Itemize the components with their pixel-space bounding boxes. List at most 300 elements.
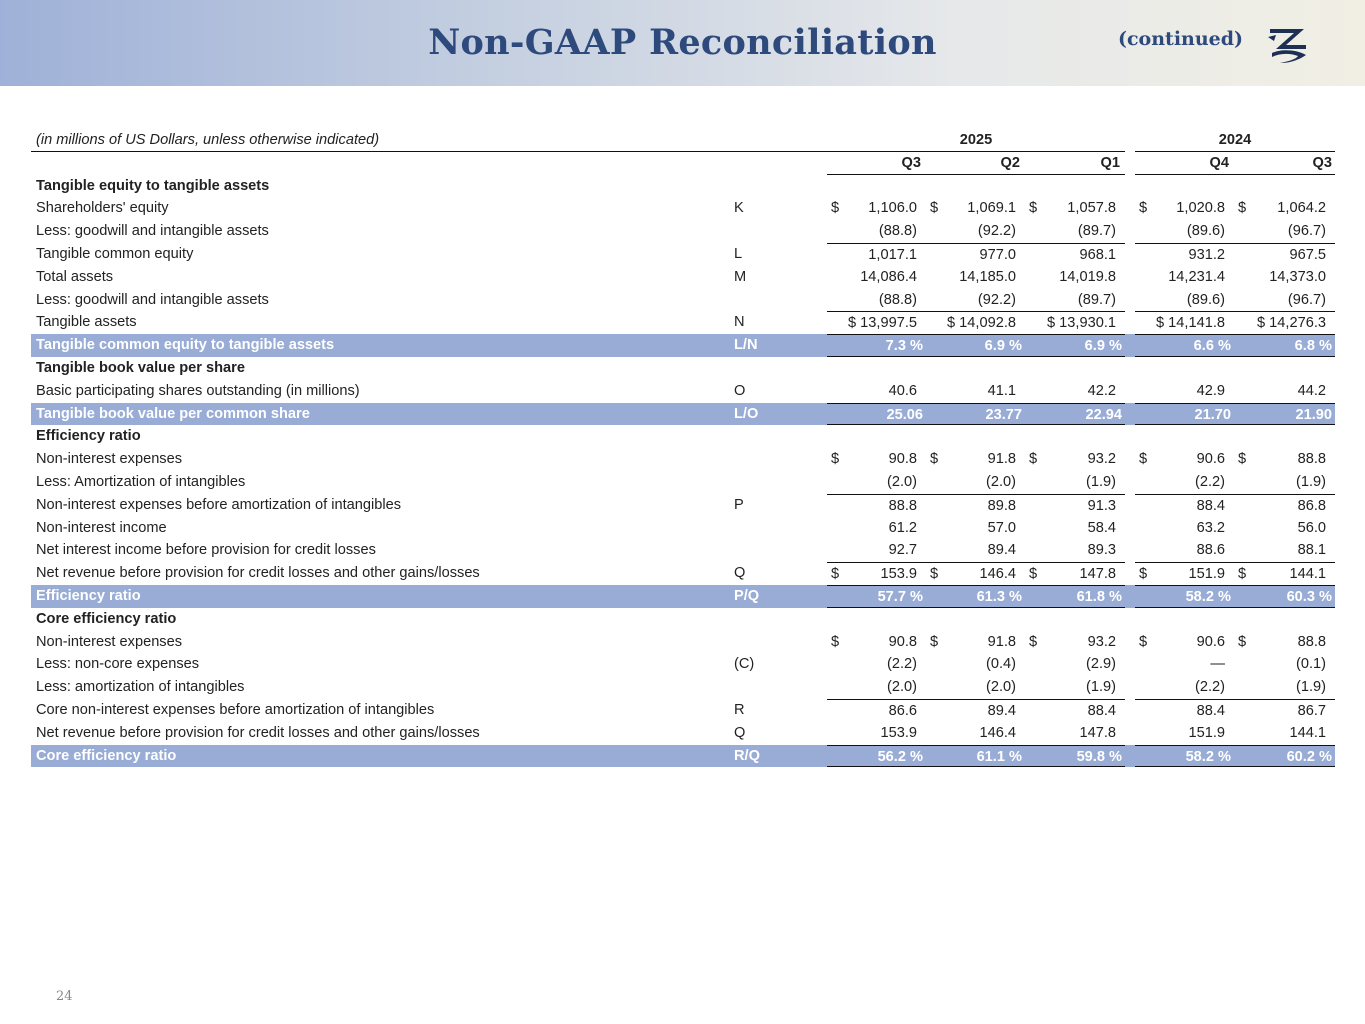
row-label: Less: goodwill and intangible assets — [36, 291, 269, 308]
cell-value: 61.2 — [888, 519, 917, 536]
cell-value: 90.8 — [888, 451, 917, 468]
cell-value: 56.0 — [1297, 519, 1326, 536]
cell-value: 92.7 — [888, 542, 917, 559]
cell-value: (2.0) — [886, 473, 917, 490]
cell-value: 58.2 % — [1185, 748, 1231, 765]
cell-value: 91.3 — [1087, 497, 1116, 514]
table-cell — [1135, 471, 1234, 494]
row-label: Total assets — [36, 268, 114, 285]
table-cell — [1025, 653, 1125, 676]
table-header-years — [31, 129, 1335, 152]
table-cell — [926, 585, 1025, 608]
row-label: Net revenue before provision for credit losses and other gains/losses — [36, 565, 480, 582]
table-cell — [1234, 494, 1335, 517]
cell-value: 88.1 — [1297, 542, 1326, 559]
table-cell — [926, 471, 1025, 494]
table-cell — [1025, 722, 1125, 745]
cell-value: 89.8 — [987, 497, 1016, 514]
cell-value: (1.9) — [1295, 473, 1326, 490]
table-cell — [1135, 220, 1234, 243]
table-cell — [1135, 653, 1234, 676]
table-cell — [1135, 494, 1234, 517]
table-row — [31, 380, 1335, 403]
table-row — [31, 494, 1335, 517]
table-cell — [926, 220, 1025, 243]
cell-value: 90.6 — [1196, 451, 1225, 468]
cell-value: 88.8 — [1297, 451, 1326, 468]
cell-value: 14,231.4 — [1168, 268, 1225, 285]
cell-value: 93.2 — [1087, 633, 1116, 650]
table-cell — [827, 380, 926, 403]
cell-value: $ 14,092.8 — [947, 315, 1016, 332]
cell-value: 42.9 — [1196, 382, 1225, 399]
cell-value: 153.9 — [880, 724, 917, 741]
cell-value: 22.94 — [1085, 406, 1122, 423]
dollar-sign: $ — [1029, 633, 1038, 650]
cell-value: 86.7 — [1297, 702, 1326, 719]
row-label: Non-interest expenses before amortization of intangibles — [36, 496, 402, 513]
table-cell — [827, 471, 926, 494]
quarter-header: Q1 — [1100, 154, 1120, 171]
cell-value: 25.06 — [886, 406, 923, 423]
table-cell — [1234, 539, 1335, 562]
year-header-2024: 2024 — [1218, 132, 1252, 148]
cell-value: 147.8 — [1079, 566, 1116, 583]
cell-value: (0.1) — [1295, 656, 1326, 673]
table-cell — [926, 676, 1025, 699]
table-cell — [926, 311, 1025, 334]
table-cell — [1025, 220, 1125, 243]
table-row — [31, 425, 1335, 448]
cell-value: 60.2 % — [1286, 748, 1332, 765]
cell-value: 147.8 — [1079, 724, 1116, 741]
dollar-sign: $ — [930, 633, 939, 650]
row-label: Net revenue before provision for credit losses and other gains/losses — [36, 724, 480, 741]
table-cell — [827, 699, 926, 722]
table-cell — [1234, 745, 1335, 768]
table-cell — [926, 289, 1025, 312]
table-cell — [926, 494, 1025, 517]
row-reference: L/O — [734, 405, 759, 422]
table-cell — [1025, 311, 1125, 334]
table-row — [31, 220, 1335, 243]
table-row — [31, 403, 1335, 426]
table-cell — [1234, 380, 1335, 403]
cell-value: 86.8 — [1297, 497, 1326, 514]
quarter-header: Q4 — [1209, 154, 1229, 171]
quarter-header: Q3 — [901, 154, 921, 171]
table-cell — [827, 448, 926, 471]
cell-value: 86.6 — [888, 702, 917, 719]
cell-value: 88.8 — [1297, 633, 1326, 650]
cell-value: 91.8 — [987, 633, 1016, 650]
table-cell — [827, 494, 926, 517]
row-reference: O — [734, 382, 746, 399]
table-cell — [1135, 745, 1234, 768]
cell-value: 40.6 — [888, 382, 917, 399]
cell-value: 63.2 — [1196, 519, 1225, 536]
table-cell — [1135, 585, 1234, 608]
cell-value: 90.8 — [888, 633, 917, 650]
table-cell — [827, 197, 926, 220]
table-cell — [1025, 494, 1125, 517]
cell-value: (92.2) — [977, 223, 1016, 240]
cell-value: 14,185.0 — [959, 268, 1016, 285]
cell-value: (0.4) — [985, 656, 1016, 673]
dollar-sign: $ — [930, 566, 939, 583]
row-reference: L/N — [734, 337, 758, 354]
table-cell — [1135, 722, 1234, 745]
cell-value: 88.4 — [1196, 702, 1225, 719]
cell-value: (88.8) — [878, 223, 917, 240]
row-label: Less: goodwill and intangible assets — [36, 223, 269, 240]
table-cell — [1135, 517, 1234, 540]
cell-value: 144.1 — [1289, 724, 1326, 741]
table-cell — [1234, 722, 1335, 745]
cell-value: $ 14,276.3 — [1257, 315, 1326, 332]
table-cell — [1234, 471, 1335, 494]
row-label: Basic participating shares outstanding (in millions) — [36, 382, 360, 399]
table-cell — [1234, 334, 1335, 357]
cell-value: (96.7) — [1287, 291, 1326, 308]
quarter-header: Q3 — [1312, 154, 1332, 171]
table-cell — [1025, 517, 1125, 540]
row-label: Tangible assets — [36, 314, 137, 331]
dollar-sign: $ — [930, 451, 939, 468]
dollar-sign: $ — [1139, 200, 1148, 217]
table-row — [31, 676, 1335, 699]
table-row — [31, 448, 1335, 471]
table-cell — [827, 539, 926, 562]
cell-value: 23.77 — [985, 406, 1022, 423]
cell-value: (89.6) — [1186, 291, 1225, 308]
cell-value: (2.2) — [1194, 679, 1225, 696]
cell-value: 44.2 — [1297, 382, 1326, 399]
row-reference: M — [734, 268, 747, 285]
cell-value: 61.3 % — [976, 588, 1022, 605]
table-cell — [926, 266, 1025, 289]
cell-value: 6.9 % — [1084, 338, 1122, 355]
cell-value: 89.4 — [987, 542, 1016, 559]
cell-value: 42.2 — [1087, 382, 1116, 399]
cell-value: 6.6 % — [1193, 338, 1231, 355]
row-label: Core non-interest expenses before amortization of intangibles — [36, 701, 435, 718]
row-reference: R — [734, 701, 745, 718]
table-cell — [1025, 334, 1125, 357]
cell-value: 151.9 — [1188, 566, 1225, 583]
table-cell — [1135, 197, 1234, 220]
table-cell — [1234, 266, 1335, 289]
table-cell — [1025, 699, 1125, 722]
table-cell — [827, 517, 926, 540]
table-cell — [827, 585, 926, 608]
row-label: Less: Amortization of intangibles — [36, 473, 246, 490]
cell-value: 1,057.8 — [1067, 200, 1116, 217]
row-reference: P/Q — [734, 587, 760, 604]
cell-value: 57.7 % — [877, 588, 923, 605]
cell-value: 146.4 — [979, 724, 1016, 741]
row-label: Less: non-core expenses — [36, 656, 200, 673]
table-row — [31, 562, 1335, 585]
table-row — [31, 175, 1335, 198]
cell-value: (89.7) — [1077, 291, 1116, 308]
table-cell — [1135, 311, 1234, 334]
cell-value: (2.0) — [985, 679, 1016, 696]
table-cell — [1135, 266, 1234, 289]
page-title: Non-GAAP Reconciliation — [428, 22, 937, 63]
cell-value: 91.8 — [987, 451, 1016, 468]
dollar-sign: $ — [1029, 451, 1038, 468]
table-cell — [1234, 403, 1335, 426]
table-cell — [1234, 585, 1335, 608]
row-reference: Q — [734, 724, 746, 741]
unit-note: (in millions of US Dollars, unless otherwise indicated) — [36, 132, 380, 148]
cell-value: 89.4 — [987, 702, 1016, 719]
table-cell — [827, 220, 926, 243]
row-label: Shareholders' equity — [36, 200, 169, 217]
table-row — [31, 311, 1335, 334]
row-label: Tangible common equity — [36, 245, 194, 262]
cell-value: 151.9 — [1188, 724, 1225, 741]
table-cell — [926, 562, 1025, 585]
cell-value: 88.4 — [1196, 497, 1225, 514]
row-label: Non-interest income — [36, 519, 167, 536]
table-cell — [827, 653, 926, 676]
dollar-sign: $ — [831, 633, 840, 650]
dollar-sign: $ — [831, 566, 840, 583]
table-cell — [827, 745, 926, 768]
cell-value: 88.4 — [1087, 702, 1116, 719]
page-number: 24 — [56, 989, 73, 1004]
table-cell — [1025, 197, 1125, 220]
table-cell — [1135, 403, 1234, 426]
table-cell — [827, 334, 926, 357]
table-cell — [1025, 380, 1125, 403]
cell-value: 57.0 — [987, 519, 1016, 536]
reconciliation-table — [31, 129, 1335, 767]
table-cell — [1234, 676, 1335, 699]
cell-value: (88.8) — [878, 291, 917, 308]
cell-value: 1,069.1 — [967, 200, 1016, 217]
dollar-sign: $ — [1029, 566, 1038, 583]
table-cell — [1234, 289, 1335, 312]
row-reference: (C) — [734, 656, 755, 673]
table-row — [31, 722, 1335, 745]
row-label: Non-interest expenses — [36, 633, 183, 650]
dollar-sign: $ — [1139, 451, 1148, 468]
cell-value: 931.2 — [1188, 246, 1225, 263]
cell-value: (2.0) — [985, 473, 1016, 490]
company-logo-icon — [1266, 23, 1312, 67]
table-row — [31, 334, 1335, 357]
quarter-header: Q2 — [1000, 154, 1020, 171]
row-label: Tangible book value per share — [36, 359, 245, 376]
table-cell — [1025, 585, 1125, 608]
cell-value: 7.3 % — [885, 338, 923, 355]
cell-value: (96.7) — [1287, 223, 1326, 240]
continued-label: (continued) — [1118, 28, 1244, 50]
table-cell — [1234, 699, 1335, 722]
table-cell — [1025, 539, 1125, 562]
table-cell — [1135, 562, 1234, 585]
table-cell — [1234, 243, 1335, 266]
table-cell — [1025, 403, 1125, 426]
table-row — [31, 745, 1335, 768]
row-label: Less: amortization of intangibles — [36, 679, 245, 696]
cell-value: 146.4 — [979, 566, 1016, 583]
table-cell — [1025, 289, 1125, 312]
table-row — [31, 517, 1335, 540]
dollar-sign: $ — [831, 451, 840, 468]
cell-value: (92.2) — [977, 291, 1016, 308]
row-label: Net interest income before provision for credit losses — [36, 542, 376, 559]
table-row — [31, 539, 1335, 562]
table-row — [31, 471, 1335, 494]
table-row — [31, 608, 1335, 631]
table-cell — [926, 722, 1025, 745]
table-cell — [1234, 562, 1335, 585]
row-reference: Q — [734, 565, 746, 582]
table-row — [31, 266, 1335, 289]
cell-value: 61.8 % — [1076, 588, 1122, 605]
table-cell — [926, 243, 1025, 266]
table-header-quarters — [31, 152, 1335, 175]
table-cell — [1234, 517, 1335, 540]
cell-value: 89.3 — [1087, 542, 1116, 559]
table-cell — [926, 539, 1025, 562]
row-label: Tangible common equity to tangible assets — [36, 337, 335, 354]
cell-value: 1,064.2 — [1277, 200, 1326, 217]
table-cell — [926, 699, 1025, 722]
table-cell — [926, 380, 1025, 403]
table-cell — [1025, 243, 1125, 266]
table-cell — [926, 448, 1025, 471]
row-label: Core efficiency ratio — [36, 610, 177, 627]
row-label: Tangible book value per common share — [36, 405, 310, 422]
table-row — [31, 699, 1335, 722]
cell-value: 21.70 — [1194, 406, 1231, 423]
dollar-sign: $ — [1238, 633, 1247, 650]
cell-value: 21.90 — [1295, 406, 1332, 423]
cell-value: — — [1210, 656, 1225, 673]
table-cell — [1135, 448, 1234, 471]
cell-value: 1,017.1 — [868, 246, 917, 263]
table-cell — [1025, 266, 1125, 289]
row-label: Core efficiency ratio — [36, 747, 177, 764]
cell-value: (89.6) — [1186, 223, 1225, 240]
cell-value: (2.0) — [886, 679, 917, 696]
cell-value: (1.9) — [1085, 473, 1116, 490]
table-cell — [1234, 311, 1335, 334]
row-label: Tangible equity to tangible assets — [36, 177, 270, 194]
row-reference: R/Q — [734, 747, 760, 764]
row-reference: L — [734, 245, 743, 262]
dollar-sign: $ — [831, 200, 840, 217]
dollar-sign: $ — [1139, 633, 1148, 650]
table-cell — [1135, 631, 1234, 654]
table-cell — [926, 517, 1025, 540]
cell-value: 968.1 — [1079, 246, 1116, 263]
table-cell — [1234, 653, 1335, 676]
table-cell — [1234, 220, 1335, 243]
table-cell — [827, 562, 926, 585]
table-cell — [827, 722, 926, 745]
cell-value: 1,106.0 — [868, 200, 917, 217]
table-cell — [926, 334, 1025, 357]
cell-value: 61.1 % — [976, 748, 1022, 765]
cell-value: 58.4 — [1087, 519, 1116, 536]
dollar-sign: $ — [1029, 200, 1038, 217]
cell-value: 977.0 — [979, 246, 1016, 263]
cell-value: (2.9) — [1085, 656, 1116, 673]
table-cell — [926, 403, 1025, 426]
table-cell — [926, 653, 1025, 676]
table-cell — [827, 631, 926, 654]
cell-value: (2.2) — [1194, 473, 1225, 490]
cell-value: 14,019.8 — [1059, 268, 1116, 285]
cell-value: 60.3 % — [1286, 588, 1332, 605]
cell-value: $ 14,141.8 — [1156, 315, 1225, 332]
table-cell — [1135, 676, 1234, 699]
row-label: Non-interest expenses — [36, 451, 183, 468]
table-cell — [827, 289, 926, 312]
table-cell — [1135, 243, 1234, 266]
row-reference: P — [734, 496, 744, 513]
year-header-2025: 2025 — [959, 132, 993, 148]
dollar-sign: $ — [1238, 451, 1247, 468]
table-cell — [827, 403, 926, 426]
table-cell — [1025, 631, 1125, 654]
table-cell — [1234, 197, 1335, 220]
cell-value: 56.2 % — [877, 748, 923, 765]
dollar-sign: $ — [1238, 200, 1247, 217]
cell-value: 58.2 % — [1185, 588, 1231, 605]
dollar-sign: $ — [930, 200, 939, 217]
table-row — [31, 631, 1335, 654]
table-cell — [1025, 745, 1125, 768]
table-cell — [926, 631, 1025, 654]
cell-value: 967.5 — [1289, 246, 1326, 263]
table-row — [31, 585, 1335, 608]
table-body — [31, 175, 1335, 768]
table-cell — [1025, 676, 1125, 699]
table-cell — [1025, 471, 1125, 494]
cell-value: 6.9 % — [984, 338, 1022, 355]
table-cell — [1135, 334, 1234, 357]
table-cell — [827, 266, 926, 289]
cell-value: 14,373.0 — [1269, 268, 1326, 285]
cell-value: (89.7) — [1077, 223, 1116, 240]
table-cell — [926, 745, 1025, 768]
table-cell — [1135, 699, 1234, 722]
cell-value: $ 13,930.1 — [1047, 315, 1116, 332]
table-row — [31, 289, 1335, 312]
row-reference: K — [734, 200, 744, 217]
table-cell — [1135, 289, 1234, 312]
table-row — [31, 197, 1335, 220]
table-cell — [926, 197, 1025, 220]
table-cell — [1025, 562, 1125, 585]
table-cell — [827, 311, 926, 334]
table-cell — [1025, 448, 1125, 471]
row-label: Efficiency ratio — [36, 428, 141, 445]
cell-value: $ 13,997.5 — [848, 315, 917, 332]
cell-value: (1.9) — [1085, 679, 1116, 696]
cell-value: 90.6 — [1196, 633, 1225, 650]
cell-value: 88.8 — [888, 497, 917, 514]
dollar-sign: $ — [1238, 566, 1247, 583]
cell-value: 93.2 — [1087, 451, 1116, 468]
